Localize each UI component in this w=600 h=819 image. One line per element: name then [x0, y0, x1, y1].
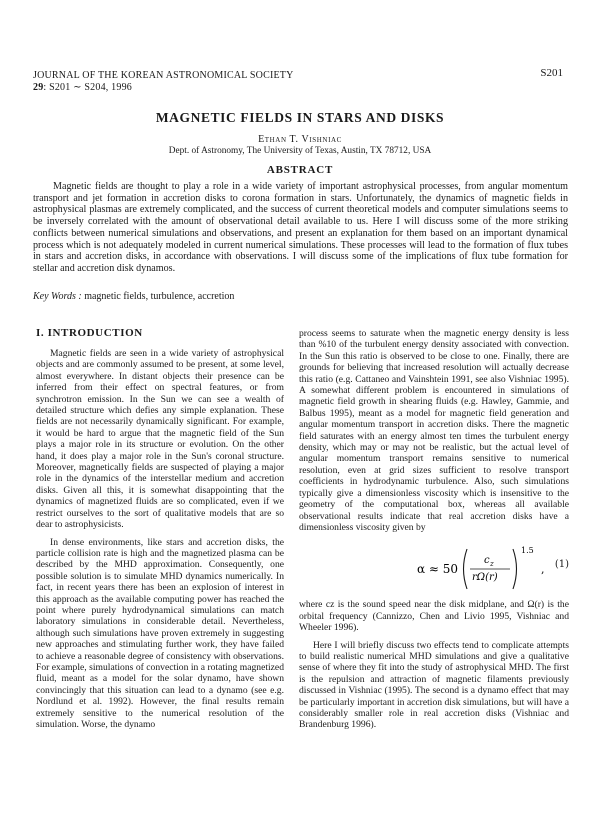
body-paragraph: Here I will briefly discuss two effects tend to complicate attempts to build realistic numerical MHD simulations and give a qualitative sense of where they fit into the study of astrophysical MHD. The first is the repulsion and attraction of magnetic filaments previously discussed in Vishniac (1995). The second is a dynamo effect that may be particularly important in accretion disk simulations, but will have a considerably smaller role in real accretion disks (Vishniac and Brandenburg 1996). [299, 639, 569, 731]
equation-exponent: 1.5 [521, 546, 534, 556]
journal-name: JOURNAL OF THE KOREAN ASTRONOMICAL SOCIETY [33, 70, 294, 81]
equation-trailing-comma: , [541, 563, 545, 577]
equation-denominator: rΩ(r) [472, 572, 498, 584]
author-name: Ethan T. Vishniac [258, 134, 342, 145]
equation-left-paren [464, 549, 468, 589]
paper-title: MAGNETIC FIELDS IN STARS AND DISKS [155, 110, 445, 125]
abstract-heading: ABSTRACT [266, 164, 334, 176]
body-paragraph: Magnetic fields are seen in a wide variety of astrophysical objects and are commonly assumed to be present, at some level, almost everywhere. In distant objects their presence can be inferred from their effect on spectral features, or from synchrotron emission. In the Sun we can see a wealth of detailed structure which defies any simple explanation. These fields are not necessarily dynamically significant. For example, it would be hard to argue that the magnetic field of the Sun plays a major role in its structure or evolution. On the other hand, it does play a major role in the Sun's coronal structure. Moreover, magnetically fields are suspected of playing a major role in the dynamics of the interstellar medium and accretion disks. Given all this, it is somewhat disappointing that the dynamics of magnetized fluids are so complicated, even if we restrict ourselves to the sort of qualitative models that are so dear to astrophysicists. [36, 348, 284, 531]
body-paragraph: where cz is the sound speed near the disk midplane, and Ω(r) is the orbital frequency (Cannizzo, Chen and Livio 1995, Vishniac and Wheeler 1996). [299, 599, 569, 634]
equation-right-paren [513, 549, 517, 589]
equation-formula [417, 543, 549, 595]
body-paragraph: process seems to saturate when the magnetic energy density is less than %10 of the turbulent energy density associated with convection. In the Sun this ratio is observed to be close to one. Finally, there are grounds for believing that increased resolution will actually decrease this ratio (e.g. Cattaneo and Vainshtein 1991, see also Vishniac 1995). A somewhat different problem is encountered in simulations of magnetic field growth in shearing fluids (e.g. Hawley, Gammie, and Balbus 1995), meant as a model for magnetic field generation and angular momentum transport in accretion disks. There the magnetic field saturates with an energy almost ten times the turbulent energy density, which may or may not be realistic, but the actual level of angular momentum transport remains sensitive to numerical resolution, even at grid sizes sufficient to resolve transport coefficients in hydrodynamic turbulence. Also, such simulations typically give a dimensionless viscosity which is insensitive to the geometry of the computational box, whereas all available observational results indicate that real accretion disks have a dimensionless viscosity given by [299, 328, 569, 533]
equation-block [299, 537, 569, 597]
right-column [299, 328, 569, 731]
keywords-label: Key Words : [33, 291, 82, 302]
equation-lhs: α ≈ 50 [417, 562, 459, 577]
left-column [36, 327, 284, 730]
equation-numerator: c [484, 555, 490, 567]
equation-number: (1) [554, 559, 569, 571]
author-affiliation: Dept. of Astronomy, The University of Texas, Austin, TX 78712, USA [168, 146, 432, 156]
keywords-line [33, 291, 234, 302]
journal-volume-line [33, 82, 294, 94]
section-heading: I. INTRODUCTION [36, 327, 143, 339]
keywords-text: magnetic fields, turbulence, accretion [84, 291, 235, 302]
journal-pages: : S201 ∼ S204, 1996 [43, 82, 132, 93]
equation-numerator-subscript: z [490, 560, 494, 569]
journal-volume: 29 [33, 82, 44, 93]
abstract-text: Magnetic fields are thought to play a role in a wide variety of important astrophysical processes, from angular momentum transport and jet formation in accretion disks to corona formation in stars. Unfortunately, the dynamics of magnetic fields in astrophysical plasmas are extremely complicated, and the success of current theoretical models and computer simulations seems to be inversely correlated with the amount of observational detail available to us. Here I will discuss some of the more striking conflicts between numerical simulations and observations, and present an explanation for them based on an important dynamical process which is not adequately modeled in current numerical simulations. These processes will lead to the formation of flux tubes in stars and accretion disks, in accordance with observations. I will discuss some of the implications of flux tube formation for stellar and accretion disk dynamos. [33, 181, 568, 274]
body-paragraph: In dense environments, like stars and accretion disks, the particle collision rate is high and the magnetized plasma can be described by the MHD approximation. Consequently, one possible solution is to simulate MHD dynamics numerically. In fact, in recent years there has been an explosion of interest in this approach as the available computing power has reached the point where purely hydrodynamical simulations can match laboratory simulations in considerable detail. Nevertheless, although such simulations have proven extremely in suggesting new approaches and stimulating further work, they have failed to achieve a reasonable degree of consistency with observations. For example, simulations of convection in a rotating magnetized fluid, meant as a model for the solar dynamo, have shown convincingly that this situation can lead to a dynamo (see e.g. Nordlund et al. 1992). However, the final results remain extremely sensitive to the numerical resolution of the simulation. Worse, the dynamo [36, 536, 284, 730]
journal-header [33, 70, 294, 94]
page-number: S201 [540, 67, 563, 79]
